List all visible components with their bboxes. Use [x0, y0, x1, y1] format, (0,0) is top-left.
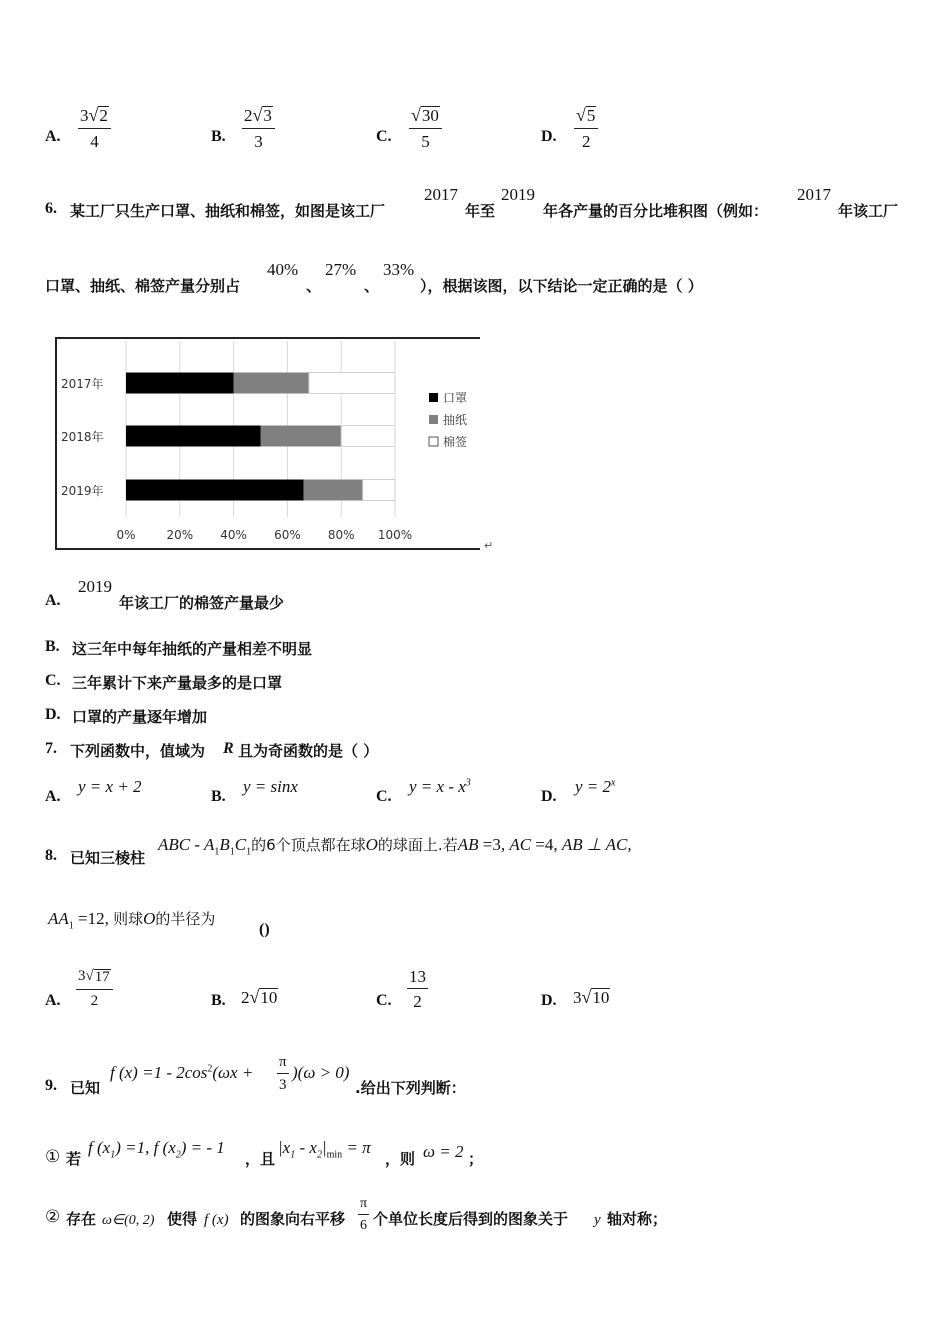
bar-segment-口罩	[126, 480, 304, 501]
q8-option-c-fraction: $\frac{13}{2}$	[409, 967, 426, 1011]
q5-option-c-fraction: √ 30 5	[409, 106, 442, 150]
q7-option-b-label: B.	[211, 788, 226, 805]
q9-judgment2-pi-over-6: $\frac{\pi}{6}$	[360, 1196, 368, 1233]
q8-option-c-label: C.	[376, 992, 392, 1009]
legend-label: 口罩	[443, 391, 468, 405]
q5-option-d-fraction: √ 5 2	[574, 106, 598, 150]
q6-option-b-label: B.	[45, 638, 60, 655]
bar-segment-口罩	[126, 426, 261, 447]
q9-function: f $(x) =1 - 2\cos^2(\omega x$ +	[110, 1063, 254, 1082]
x-tick-label: 80%	[327, 528, 355, 542]
q9-judgment2-fx: f (x)	[204, 1212, 229, 1228]
q9-judgment1-text-b: ，且	[245, 1150, 276, 1168]
q7-option-a-expr: y = x + 2	[78, 777, 142, 796]
q8-option-b-label: B.	[211, 992, 226, 1009]
q6-pct-tissue: 27%	[325, 260, 357, 279]
q9-judgment2-mark: ②	[45, 1207, 61, 1227]
q6-line2-text-a: 口罩、抽纸、棉签产量分别占	[45, 277, 241, 295]
q5-option-a-label: A.	[45, 128, 61, 145]
q6-year-2017-example: 2017	[797, 185, 831, 204]
q5-option-a-fraction: 3 √ 2 4	[78, 106, 111, 150]
q5-option-b-label: B.	[211, 128, 226, 145]
q7-option-d-expr: $y = 2^x$	[575, 777, 616, 796]
q9-judgment1-text-c: ，则	[385, 1150, 416, 1168]
q7-stem-a: 下列函数中，值域为	[70, 742, 206, 760]
q9-judgment1-math2: $|x_1 - x_2|_{min} = \pi$	[278, 1138, 371, 1161]
q6-option-c-label: C.	[45, 672, 61, 689]
q6-text-a: 某工厂只生产口罩、抽纸和棉签，如图是该工厂	[70, 202, 386, 220]
x-tick-label: 0%	[116, 528, 136, 542]
bar-segment-棉签	[341, 426, 395, 447]
q5-option-c-label: C.	[376, 128, 392, 145]
q8-option-b-expr: 2 √ 10	[241, 987, 278, 1007]
bar-segment-棉签	[363, 480, 395, 501]
q6-pct-swab: 33%	[383, 260, 415, 279]
q6-option-d-label: D.	[45, 706, 61, 723]
q7-option-b-expr: y = sinx	[243, 777, 298, 796]
q9-stem-b: .给出下列判断：	[355, 1079, 466, 1097]
q6-sep-2: 、	[364, 277, 380, 295]
q7-option-d-label: D.	[541, 788, 557, 805]
bar-segment-抽纸	[304, 480, 363, 501]
legend-swatch	[429, 393, 438, 402]
q8-paren: ()	[259, 921, 270, 938]
q6-option-a-year: 2019	[78, 577, 112, 596]
q6-option-d-text: 口罩的产量逐年增加	[72, 708, 208, 726]
x-tick-label: 40%	[220, 528, 247, 542]
q8-number: 8.	[45, 847, 57, 864]
q8-option-a-label: A.	[45, 992, 61, 1009]
q8-option-a-fraction: 3 √ 17 2	[76, 969, 113, 1009]
q9-judgment1-math1: f $(x_1) =1$, f $(x_2)$ = - 1	[88, 1138, 225, 1161]
q9-number: 9.	[45, 1077, 57, 1094]
q6-line2-text-b: ），根据该图，以下结论一定正确的是（ ）	[420, 277, 703, 295]
q6-option-a-label: A.	[45, 592, 61, 609]
legend-label: 棉签	[443, 435, 468, 449]
q9-judgment1-text-d: ；	[468, 1150, 484, 1168]
x-tick-label: 60%	[274, 528, 301, 542]
legend-swatch	[429, 437, 438, 446]
q6-year-2017: 2017	[424, 185, 458, 204]
q9-judgment2-text-d: 个单位长度后得到的图象关于	[373, 1210, 569, 1228]
q8-stem-a: 已知三棱柱	[70, 849, 146, 867]
q5-option-d-label: D.	[541, 128, 557, 145]
q8-line2-math: $AA_1 =12$, 则球O的半径为	[48, 909, 216, 932]
q9-judgment1-omega: ω = 2	[423, 1142, 464, 1161]
legend-label: 抽纸	[443, 413, 468, 427]
y-category-label: 2018年	[61, 430, 104, 444]
q6-option-c-text: 三年累计下来产量最多的是口罩	[72, 674, 283, 692]
q6-text-d: 年该工厂	[838, 202, 899, 220]
y-category-label: 2019年	[61, 484, 104, 498]
bar-segment-口罩	[126, 373, 234, 394]
q6-stacked-bar-chart	[55, 337, 480, 550]
q9-judgment2-text-a: 存在	[66, 1210, 97, 1228]
x-tick-label: 100%	[377, 528, 413, 542]
q9-judgment2-omega-range: ω∈(0, 2)	[102, 1213, 155, 1228]
legend-swatch	[429, 415, 438, 424]
q7-stem-b: 且为奇函数的是（ ）	[238, 742, 379, 760]
x-tick-label: 20%	[166, 528, 194, 542]
q5-option-b-fraction: 2 √ 3 3	[242, 106, 275, 150]
y-category-label: 2017年	[61, 377, 104, 391]
q6-sep-1: 、	[306, 277, 322, 295]
q7-option-a-label: A.	[45, 788, 61, 805]
q9-judgment1-text-a: 若	[66, 1150, 82, 1168]
q6-pct-mask: 40%	[267, 260, 299, 279]
q8-option-d-label: D.	[541, 992, 557, 1009]
q6-number: 6.	[45, 200, 57, 217]
q6-text-c: 年各产量的百分比堆积图（例如：	[543, 202, 769, 220]
q7-option-c-label: C.	[376, 788, 392, 805]
q9-judgment2-text-c: 的图象向右平移	[240, 1210, 346, 1228]
q6-option-b-text: 这三年中每年抽纸的产量相差不明显	[72, 640, 313, 658]
q9-judgment1-mark: ①	[45, 1147, 61, 1167]
q6-year-2019: 2019	[501, 185, 535, 204]
q7-number: 7.	[45, 740, 57, 757]
q8-stem-math: ABC - $A_1B_1C_1$的6个顶点都在球O的球面上.若AB =3, AC =4, AB ⊥ AC,	[158, 835, 632, 858]
q9-function-end: )(ω > 0)	[292, 1063, 350, 1082]
q7-option-c-expr: $y = x - x^3$	[409, 777, 471, 796]
q7-stem-R: R	[223, 740, 234, 757]
q9-judgment2-text-b: 使得	[167, 1210, 198, 1228]
bar-segment-棉签	[309, 373, 395, 394]
q8-option-d-expr: 3 √ 10	[573, 987, 610, 1007]
return-mark: ↵	[484, 539, 494, 552]
bar-segment-抽纸	[261, 426, 342, 447]
q6-text-b: 年至	[465, 202, 496, 220]
q9-pi-over-3: $\frac{\pi}{3}$	[279, 1054, 287, 1093]
q9-judgment2-y: y	[594, 1212, 601, 1228]
q9-stem-a: 已知	[70, 1079, 101, 1097]
bar-segment-抽纸	[234, 373, 309, 394]
q9-judgment2-text-e: 轴对称；	[607, 1210, 668, 1228]
q6-option-a-text: 年该工厂的棉签产量最少	[119, 594, 285, 612]
